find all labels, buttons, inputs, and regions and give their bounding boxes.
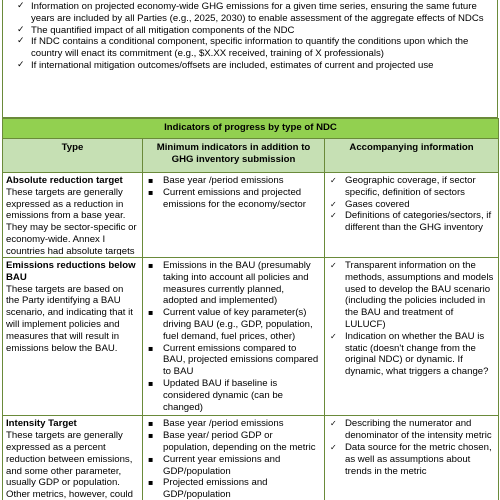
list-item: ✓ Transparent information on the methods, assumptions and models used to develop the BAU scenario (including the policies included in the BAU and treatment of LULUCF) [327,260,495,331]
column-header-info: Accompanying information [325,139,499,173]
square-bullet-icon: ▪ [148,343,154,353]
table-title-row [3,119,499,139]
square-bullet-icon: ▪ [148,454,154,464]
info-cell [325,258,499,416]
type-cell [3,416,143,500]
table-row [3,258,499,416]
top-checklist-box [2,0,498,118]
check-icon: ✓ [330,199,337,209]
list-item: ▪ Current year emissions and GDP/population [145,454,321,478]
type-title: Absolute reduction target [6,175,123,186]
type-cell [3,258,143,416]
type-description: These targets are based on the Party identifying a BAU scenario, and indicating that it will implement policies and measures that will result in emissions below the BAU. [6,283,133,354]
info-cell [325,416,499,500]
check-item [9,60,491,72]
table-row [3,173,499,258]
check-icon: ✓ [330,211,337,221]
info-cell [325,173,499,258]
type-title: Intensity Target [6,418,77,430]
list-item: ✓ Indication on whether the BAU is static (doesn't change from the original NDC) or dynamic. If dynamic, what triggers a change? [327,331,495,378]
table-row [3,416,499,500]
type-description: These targets are generally expressed as a percent reduction between emissions, and some other parameter, usually GDP or population. Other metrics, however, could [6,430,133,500]
type-description: These targets are generally expressed as a reduction in emissions from a base year. They may be sector-specific or economy-wide. Annex I countries had absolute targets [6,186,137,255]
indicators-cell [143,173,325,258]
list-item: ✓ Definitions of categories/sectors, if different than the GHG inventory [327,210,495,234]
check-item [9,25,491,37]
check-icon: ✓ [17,24,25,35]
square-bullet-icon: ▪ [148,261,154,270]
check-icon: ✓ [330,331,337,341]
list-item: ▪ Current value of key parameter(s) driving BAU (e.g., GDP, population, fuel demand, fuel prices, other) [145,307,321,342]
column-header-type: Type [3,139,143,173]
list-item: ▪ Current emissions compared to BAU, projected emissions compared to BAU [145,343,321,378]
square-bullet-icon: ▪ [148,478,154,488]
list-item: ▪ Updated BAU if baseline is considered dynamic (can be changed) [145,378,321,413]
check-item-text: Information on projected economy-wide GHG emissions for a given time series, ensuring the same future years are included by all Parties (e.g., 2025, 2030) to enable assessment of the aggregate effects of NDCs [31,1,484,24]
check-item-text: If NDC contains a conditional component, specific information to quantify the conditions upon which the country will enact its commitment (e.g., $X.XX received, training of X professionals) [31,36,469,60]
square-bullet-icon: ▪ [148,419,154,429]
indicators-table [2,118,499,500]
type-cell [3,173,143,258]
list-item: ▪ Projected emissions and GDP/population [145,477,321,500]
check-icon: ✓ [330,442,337,452]
list-item: ▪ Base year/ period GDP or population, depending on the metric [145,430,321,454]
check-icon: ✓ [330,261,337,270]
list-item: ✓ Geographic coverage, if sector specific, definition of sectors [327,175,495,199]
list-item: ▪ Base year /period emissions [145,418,321,430]
list-item: ✓ Gases covered [327,199,495,211]
check-item-text: If international mitigation outcomes/offsets are included, estimates of current and projected use [31,59,434,71]
square-bullet-icon: ▪ [148,308,154,318]
type-title: Emissions reductions below BAU [6,260,136,283]
check-icon: ✓ [17,36,25,47]
square-bullet-icon: ▪ [148,187,154,197]
square-bullet-icon: ▪ [148,378,154,388]
check-icon: ✓ [330,419,337,429]
list-item: ✓ Describing the numerator and denominator of the intensity metric [327,418,495,442]
check-item [9,36,491,60]
check-icon: ✓ [17,1,25,11]
list-item: ▪ Base year /period emissions [145,175,321,187]
column-header-indicators: Minimum indicators in addition to GHG inventory submission [143,139,325,173]
check-icon: ✓ [330,176,337,185]
list-item: ▪ Emissions in the BAU (presumably taking into account all policies and measures currently planned, adopted and implemented) [145,260,321,307]
indicators-cell [143,416,325,500]
table-header-row [3,139,499,173]
list-item: ▪ Current emissions and projected emissions for the economy/sector [145,187,321,211]
table-title: Indicators of progress by type of NDC [3,119,499,139]
square-bullet-icon: ▪ [148,431,154,441]
list-item: ✓ Data source for the metric chosen, as well as assumptions about trends in the metric [327,442,495,477]
check-item [9,1,491,25]
square-bullet-icon: ▪ [148,176,154,185]
check-item-text: The quantified impact of all mitigation components of the NDC [31,24,295,36]
indicators-cell [143,258,325,416]
check-icon: ✓ [17,59,25,70]
